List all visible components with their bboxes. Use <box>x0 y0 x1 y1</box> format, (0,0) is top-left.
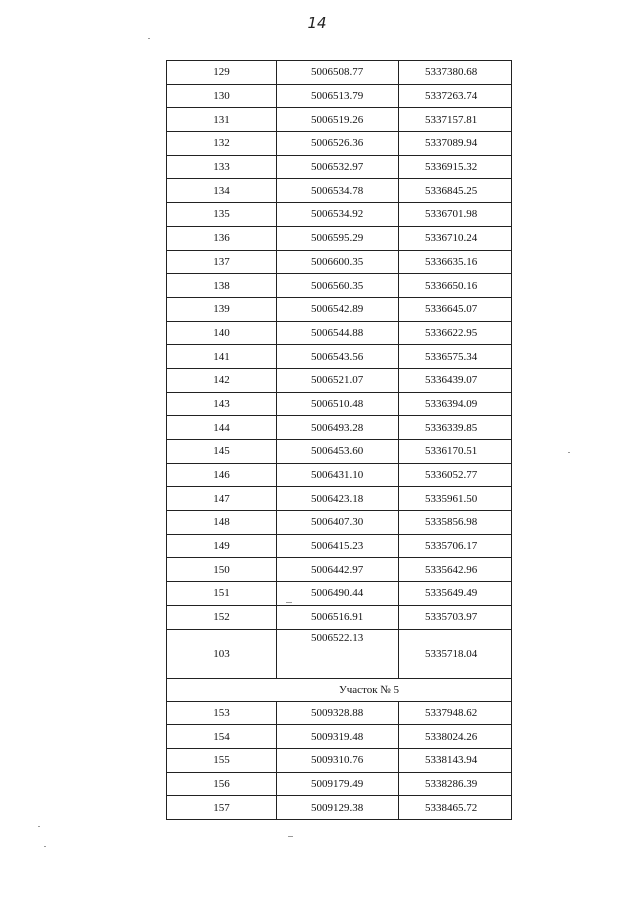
point-number-cell: 138 <box>167 274 277 298</box>
x-coordinate-cell: 5006595.29 <box>277 226 399 250</box>
table-row-closing <box>167 629 512 678</box>
y-coordinate-cell: 5336439.07 <box>399 368 512 392</box>
y-coordinate-cell: 5336052.77 <box>399 463 512 487</box>
y-coordinate-cell: 5335856.98 <box>399 511 512 535</box>
y-coordinate-cell: 5337948.62 <box>399 701 512 725</box>
point-number-cell: 129 <box>167 61 277 85</box>
table-row <box>167 416 512 440</box>
point-number-cell: 103 <box>167 629 277 678</box>
table-row <box>167 321 512 345</box>
table-row <box>167 511 512 535</box>
scan-speck <box>38 826 40 827</box>
y-coordinate-cell: 5338143.94 <box>399 748 512 772</box>
y-coordinate-cell: 5338024.26 <box>399 725 512 749</box>
x-coordinate-cell: 5006415.23 <box>277 534 399 558</box>
table-row <box>167 155 512 179</box>
point-number-cell: 151 <box>167 582 277 606</box>
point-number-cell: 134 <box>167 179 277 203</box>
closing-row-group <box>167 629 512 701</box>
x-coordinate-cell: 5006544.88 <box>277 321 399 345</box>
point-number-cell: 146 <box>167 463 277 487</box>
y-coordinate-cell: 5336701.98 <box>399 203 512 227</box>
point-number-cell: 139 <box>167 297 277 321</box>
table-row <box>167 534 512 558</box>
x-coordinate-cell: 5006510.48 <box>277 392 399 416</box>
x-coordinate-cell: 5006526.36 <box>277 132 399 156</box>
table-row <box>167 250 512 274</box>
table-row <box>167 605 512 629</box>
point-number-cell: 145 <box>167 440 277 464</box>
table-row <box>167 582 512 606</box>
x-coordinate-cell: 5009179.49 <box>277 772 399 796</box>
y-coordinate-cell: 5336622.95 <box>399 321 512 345</box>
x-coordinate-cell: 5006431.10 <box>277 463 399 487</box>
y-coordinate-cell: 5335642.96 <box>399 558 512 582</box>
point-number-cell: 133 <box>167 155 277 179</box>
y-coordinate-cell: 5337157.81 <box>399 108 512 132</box>
y-coordinate-cell: 5335961.50 <box>399 487 512 511</box>
x-coordinate-cell: 5006560.35 <box>277 274 399 298</box>
section-header-row <box>167 678 512 701</box>
coordinates-table <box>166 60 512 820</box>
point-number-cell: 152 <box>167 605 277 629</box>
x-coordinate-cell: 5006493.28 <box>277 416 399 440</box>
y-coordinate-cell: 5336575.34 <box>399 345 512 369</box>
point-number-cell: 149 <box>167 534 277 558</box>
table-row <box>167 558 512 582</box>
y-coordinate-cell: 5338465.72 <box>399 796 512 820</box>
scan-speck <box>286 602 292 603</box>
page-number: 14 <box>307 14 327 32</box>
x-coordinate-cell: 5006453.60 <box>277 440 399 464</box>
point-number-cell: 150 <box>167 558 277 582</box>
point-number-cell: 156 <box>167 772 277 796</box>
x-coordinate-cell: 5006542.89 <box>277 297 399 321</box>
x-coordinate-cell: 5006442.97 <box>277 558 399 582</box>
scan-speck <box>44 846 46 847</box>
table-row <box>167 84 512 108</box>
y-coordinate-cell: 5336635.16 <box>399 250 512 274</box>
point-number-cell: 135 <box>167 203 277 227</box>
x-coordinate-cell: 5006600.35 <box>277 250 399 274</box>
x-coordinate-cell: 5009129.38 <box>277 796 399 820</box>
table-row <box>167 179 512 203</box>
point-number-cell: 141 <box>167 345 277 369</box>
y-coordinate-cell: 5335718.04 <box>399 629 512 678</box>
point-number-cell: 140 <box>167 321 277 345</box>
point-number-cell: 131 <box>167 108 277 132</box>
table-row <box>167 345 512 369</box>
table-row <box>167 274 512 298</box>
y-coordinate-cell: 5336339.85 <box>399 416 512 440</box>
y-coordinate-cell: 5335706.17 <box>399 534 512 558</box>
table-row <box>167 463 512 487</box>
point-number-cell: 153 <box>167 701 277 725</box>
y-coordinate-cell: 5336650.16 <box>399 274 512 298</box>
table-row <box>167 392 512 416</box>
x-coordinate-cell: 5006516.91 <box>277 605 399 629</box>
table-row <box>167 108 512 132</box>
table-row <box>167 748 512 772</box>
point-number-cell: 155 <box>167 748 277 772</box>
x-coordinate-cell: 5006407.30 <box>277 511 399 535</box>
y-coordinate-cell: 5336170.51 <box>399 440 512 464</box>
table-row <box>167 61 512 85</box>
table-row <box>167 203 512 227</box>
y-coordinate-cell: 5337380.68 <box>399 61 512 85</box>
point-number-cell: 136 <box>167 226 277 250</box>
point-number-cell: 148 <box>167 511 277 535</box>
x-coordinate-cell: 5006532.97 <box>277 155 399 179</box>
x-coordinate-cell: 5006519.26 <box>277 108 399 132</box>
point-number-cell: 144 <box>167 416 277 440</box>
table-body-after <box>167 701 512 819</box>
x-coordinate-cell: 5006508.77 <box>277 61 399 85</box>
x-coordinate-cell: 5009310.76 <box>277 748 399 772</box>
table-row <box>167 297 512 321</box>
y-coordinate-cell: 5338286.39 <box>399 772 512 796</box>
y-coordinate-cell: 5336710.24 <box>399 226 512 250</box>
point-number-cell: 137 <box>167 250 277 274</box>
table-row <box>167 701 512 725</box>
point-number-cell: 130 <box>167 84 277 108</box>
table-row <box>167 440 512 464</box>
scan-speck <box>568 452 570 453</box>
table-row <box>167 796 512 820</box>
scan-speck <box>288 836 293 837</box>
y-coordinate-cell: 5337263.74 <box>399 84 512 108</box>
table-row <box>167 725 512 749</box>
x-coordinate-cell: 5006522.13 <box>277 629 399 678</box>
table-row <box>167 132 512 156</box>
x-coordinate-cell: 5006490.44 <box>277 582 399 606</box>
table-row <box>167 772 512 796</box>
point-number-cell: 132 <box>167 132 277 156</box>
y-coordinate-cell: 5335703.97 <box>399 605 512 629</box>
scan-speck <box>148 38 150 39</box>
x-coordinate-cell: 5006534.78 <box>277 179 399 203</box>
point-number-cell: 157 <box>167 796 277 820</box>
y-coordinate-cell: 5336915.32 <box>399 155 512 179</box>
y-coordinate-cell: 5337089.94 <box>399 132 512 156</box>
x-coordinate-cell: 5006543.56 <box>277 345 399 369</box>
x-coordinate-cell: 5009328.88 <box>277 701 399 725</box>
point-number-cell: 143 <box>167 392 277 416</box>
y-coordinate-cell: 5336645.07 <box>399 297 512 321</box>
x-coordinate-cell: 5006534.92 <box>277 203 399 227</box>
table-row <box>167 226 512 250</box>
y-coordinate-cell: 5336394.09 <box>399 392 512 416</box>
point-number-cell: 142 <box>167 368 277 392</box>
x-coordinate-cell: 5006521.07 <box>277 368 399 392</box>
y-coordinate-cell: 5335649.49 <box>399 582 512 606</box>
x-coordinate-cell: 5006423.18 <box>277 487 399 511</box>
point-number-cell: 147 <box>167 487 277 511</box>
table-body-before <box>167 61 512 630</box>
point-number-cell: 154 <box>167 725 277 749</box>
section-title: Участок № 5 <box>167 678 512 701</box>
y-coordinate-cell: 5336845.25 <box>399 179 512 203</box>
table-row <box>167 487 512 511</box>
table-row <box>167 368 512 392</box>
x-coordinate-cell: 5006513.79 <box>277 84 399 108</box>
x-coordinate-cell: 5009319.48 <box>277 725 399 749</box>
